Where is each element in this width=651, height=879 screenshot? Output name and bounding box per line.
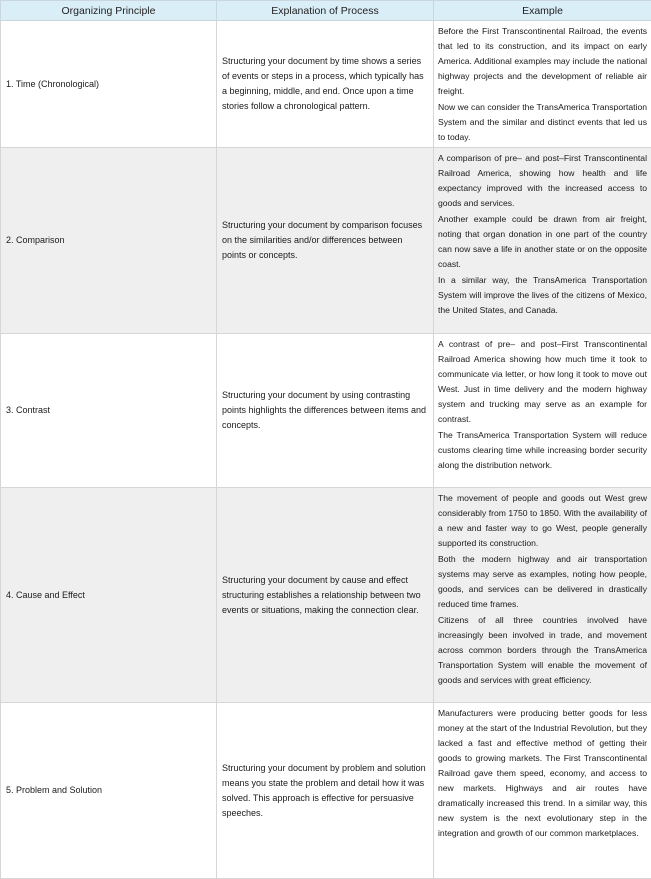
principle-cell [1,488,217,703]
explanation-text: Structuring your document by comparison focuses on the similarities and/or differences between points or concepts. [222,218,427,263]
header-explanation-of-process: Explanation of Process [217,1,434,21]
principle-label: 2. Comparison [6,233,65,248]
example-paragraph: Citizens of all three countries involved have increasingly been involved in trade, and movement across common borders through the TransAmerica Transportation System will enable the movement of goods and services with great efficiency. [438,613,647,688]
example-paragraph: Both the modern highway and air transportation systems may serve as examples, noting how people, goods, and services can be delivered in drastically reduced time frames. [438,552,647,612]
table-row [1,488,651,703]
example-paragraph: The movement of people and goods out West grew considerably from 1750 to 1850. With the availability of a new and faster way to go West, people generally supported its construction. [438,491,647,551]
example-paragraph: A comparison of pre– and post–First Transcontinental Railroad America, showing how health and life expectancy improved with the increased access to goods and services. [438,151,647,211]
principle-cell [1,703,217,879]
principle-cell [1,334,217,488]
explanation-text: Structuring your document by time shows a series of events or steps in a process, which typically has a beginning, middle, and end. Once upon a time stories follow a chronological pattern. [222,54,426,114]
explanation-cell [217,334,434,488]
explanation-text: Structuring your document by problem and solution means you state the problem and detail how it was solved. This approach is effective for persuasive speeches. [222,761,426,821]
explanation-cell [217,703,434,879]
example-paragraph: Now we can consider the TransAmerica Transportation System and the similar and distinct events that led us to today. [438,100,647,145]
header-row [1,1,651,21]
explanation-cell [217,148,434,334]
table-row [1,703,651,879]
header-example: Example [434,1,651,21]
table-row [1,148,651,334]
principle-label: 3. Contrast [6,403,50,418]
example-paragraph: A contrast of pre– and post–First Transcontinental Railroad America showing how much time it took to communicate via letter, or how long it took to move out West. Just in time delivery and the modern highway system and trucking may serve as an example for contrast. [438,337,647,427]
example-cell [434,148,651,334]
example-cell [434,703,651,879]
principle-label: 5. Problem and Solution [6,783,102,798]
example-paragraph: Manufacturers were producing better goods for less money at the start of the Industrial Revolution, but they lacked a fast and effective method of getting their goods to growing markets. The First Transcontinental Railroad gave them speed, economy, and access to new markets. Highways and air routes have dramatically increased this trend. In a similar way, this new system is the next evolutionary step in the integration and growth of our common marketplaces. [438,706,647,841]
example-cell [434,334,651,488]
explanation-text: Structuring your document by using contrasting points highlights the differences between items and concepts. [222,388,426,433]
principle-cell [1,148,217,334]
example-paragraph: Another example could be drawn from air freight, noting that organ donation in one part of the country can now save a life in another state or on the opposite coast. [438,212,647,272]
explanation-cell [217,21,434,148]
explanation-cell [217,488,434,703]
example-cell [434,488,651,703]
table-row [1,334,651,488]
principle-cell [1,21,217,148]
example-paragraph: The TransAmerica Transportation System will reduce customs clearing time while increasing border security along the distribution network. [438,428,647,473]
example-cell [434,21,651,148]
header-organizing-principle: Organizing Principle [1,1,217,21]
table-row [1,21,651,148]
principle-label: 4. Cause and Effect [6,588,85,603]
example-paragraph: In a similar way, the TransAmerica Transportation System will improve the lives of the citizens of Mexico, the United States, and Canada. [438,273,647,318]
principle-label: 1. Time (Chronological) [6,77,99,92]
explanation-text: Structuring your document by cause and effect structuring establishes a relationship between two events or situations, making the connection clear. [222,573,427,618]
example-paragraph: Before the First Transcontinental Railroad, the events that led to its construction, and its impact on early America. Additional examples may include the national highway projects and the development of reliable air freight. [438,24,647,99]
